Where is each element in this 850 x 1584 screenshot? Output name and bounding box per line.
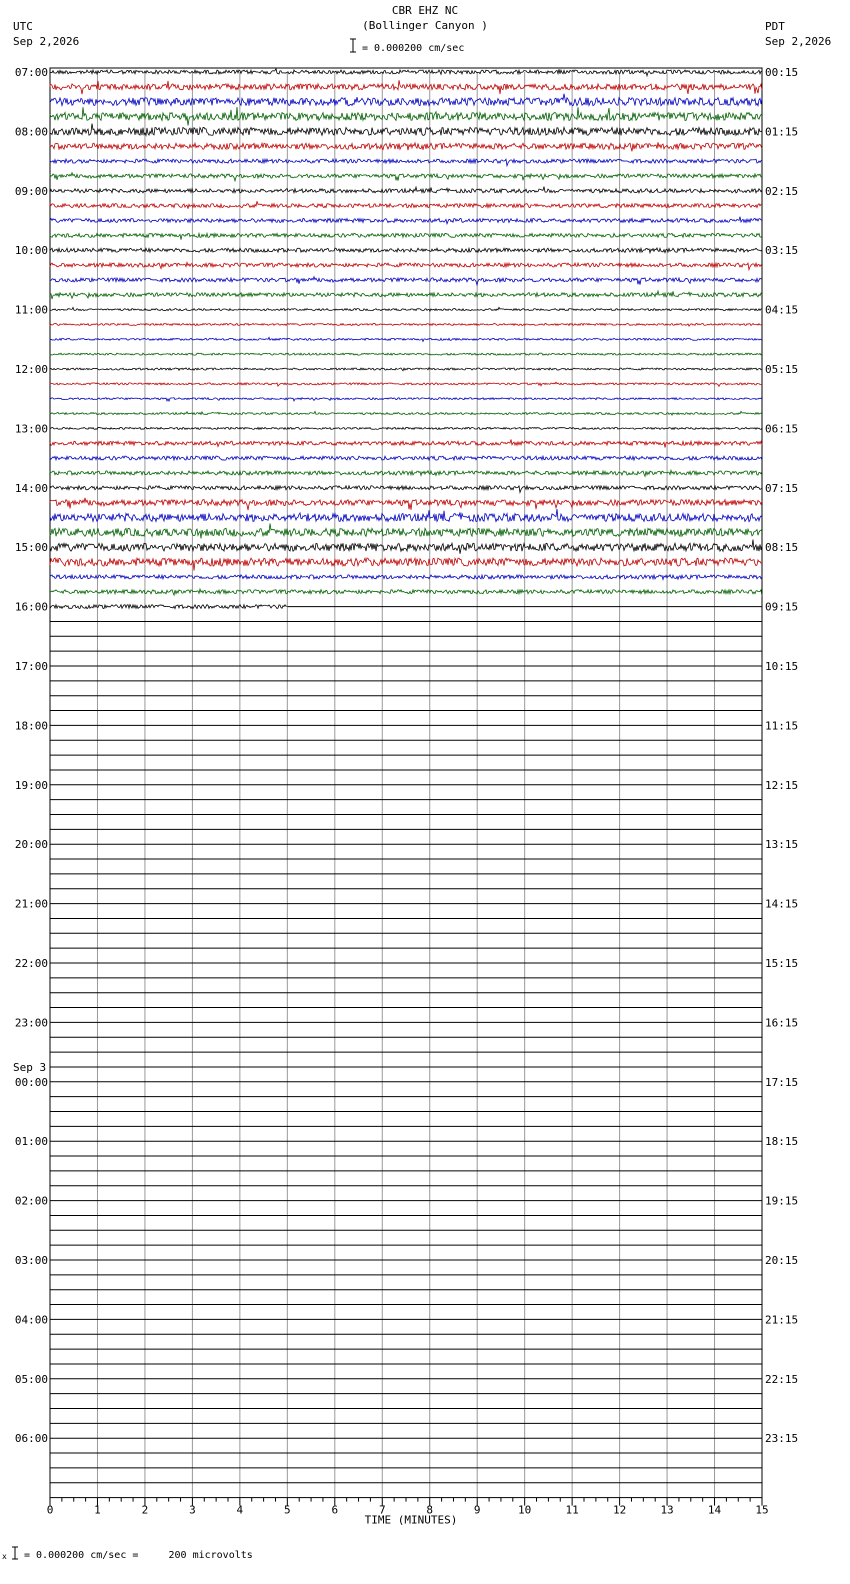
right-hour-label: 23:15: [765, 1432, 799, 1446]
right-hour-label: 15:15: [765, 957, 799, 970]
x-tick-label: 5: [284, 1503, 291, 1517]
trace-row: [50, 558, 762, 571]
svg-text:x: x: [2, 1552, 7, 1561]
right-hour-label: 22:15: [765, 1372, 799, 1386]
left-hour-label: 10:00: [14, 244, 48, 258]
trace-row: [50, 427, 762, 429]
left-timezone: UTC: [13, 20, 33, 33]
left-hour-label: 20:00: [14, 838, 48, 852]
right-hour-label: 21:15: [765, 1313, 799, 1327]
right-hour-label: 07:15: [765, 481, 799, 495]
day-change-label: Sep 3: [13, 1060, 47, 1074]
trace-row: [50, 233, 762, 239]
trace-row: [50, 248, 762, 253]
footer-scale-note: = 0.000200 cm/sec = 200 microvolts: [24, 1550, 253, 1561]
right-timezone: PDT: [765, 20, 785, 33]
trace-row: [50, 486, 762, 493]
station-location: (Bollinger Canyon ): [362, 19, 488, 32]
left-hour-label: 15:00: [14, 541, 48, 555]
right-hour-label: 11:15: [765, 719, 799, 733]
trace-row: [50, 353, 762, 355]
left-hour-label: 09:00: [14, 184, 48, 198]
scale-text: = 0.000200 cm/sec: [362, 43, 465, 54]
plot-frame: [50, 68, 762, 1498]
right-hour-label: 01:15: [765, 125, 799, 139]
right-hour-label: 00:15: [765, 66, 799, 79]
right-hour-label: 14:15: [765, 897, 799, 911]
x-axis-label: TIME (MINUTES): [364, 1513, 458, 1527]
left-hour-label: 16:00: [14, 600, 48, 614]
x-tick-label: 4: [236, 1503, 244, 1517]
x-tick-label: 12: [612, 1503, 627, 1517]
left-hour-label: 04:00: [14, 1313, 48, 1327]
left-hour-label: 13:00: [14, 422, 48, 436]
trace-row: [50, 124, 762, 136]
trace-row: [50, 575, 762, 580]
left-hour-label: 19:00: [14, 778, 48, 792]
right-hour-label: 12:15: [765, 778, 799, 792]
trace-row: [50, 323, 762, 326]
x-tick-label: 13: [660, 1503, 674, 1517]
trace-row: [50, 337, 762, 341]
right-hour-label: 19:15: [765, 1194, 799, 1208]
left-hour-label: 17:00: [14, 660, 48, 673]
left-hour-label: 11:00: [14, 303, 48, 317]
trace-row: [50, 605, 287, 609]
x-tick-label: 9: [473, 1503, 481, 1517]
x-tick-label: 1: [94, 1503, 101, 1517]
trace-row: [50, 159, 762, 166]
right-hour-label: 10:15: [765, 660, 799, 673]
trace-row: [50, 107, 762, 126]
trace-row: [50, 187, 762, 193]
x-tick-label: 3: [189, 1503, 196, 1517]
trace-row: [50, 80, 762, 94]
right-hour-label: 09:15: [765, 600, 799, 614]
right-hour-label: 05:15: [765, 363, 799, 376]
trace-row: [50, 142, 762, 151]
trace-row: [50, 470, 762, 476]
right-date: Sep 2,2026: [765, 35, 832, 48]
trace-row: [50, 456, 762, 460]
trace-row: [50, 217, 762, 224]
trace-row: [50, 439, 762, 447]
x-tick-label: 2: [141, 1503, 149, 1517]
footer-scale-icon: [2, 1545, 22, 1561]
left-hour-label: 01:00: [14, 1135, 48, 1149]
right-hour-label: 18:15: [765, 1135, 799, 1149]
trace-row: [50, 277, 762, 285]
left-hour-label: 12:00: [14, 363, 48, 376]
right-hour-label: 03:15: [765, 244, 799, 258]
left-hour-label: 06:00: [14, 1432, 48, 1446]
left-hour-label: 05:00: [14, 1372, 48, 1386]
trace-row: [50, 94, 762, 106]
left-hour-label: 21:00: [14, 897, 48, 911]
left-hour-label: 03:00: [14, 1254, 48, 1267]
trace-row: [50, 262, 762, 269]
right-hour-label: 16:15: [765, 1016, 799, 1030]
left-hour-label: 00:00: [14, 1075, 48, 1089]
x-tick-label: 11: [565, 1503, 579, 1517]
x-tick-label: 6: [331, 1503, 339, 1517]
left-hour-label: 02:00: [14, 1194, 48, 1208]
trace-row: [50, 291, 762, 299]
trace-row: [50, 382, 762, 386]
x-tick-label: 15: [755, 1503, 769, 1517]
x-tick-label: 0: [46, 1503, 54, 1517]
trace-row: [50, 589, 762, 596]
trace-row: [50, 307, 762, 311]
right-hour-label: 17:15: [765, 1075, 799, 1089]
right-hour-label: 08:15: [765, 541, 799, 555]
right-hour-label: 04:15: [765, 303, 799, 317]
x-tick-label: 8: [426, 1503, 434, 1517]
left-hour-label: 22:00: [14, 957, 48, 970]
left-hour-label: 07:00: [14, 66, 48, 79]
trace-row: [50, 411, 762, 415]
right-hour-label: 13:15: [765, 838, 799, 852]
trace-row: [50, 69, 762, 76]
trace-row: [50, 173, 762, 181]
trace-row: [50, 523, 762, 538]
trace-row: [50, 498, 762, 510]
trace-row: [50, 509, 762, 522]
station-title: CBR EHZ NC: [391, 4, 459, 17]
x-tick-label: 10: [518, 1503, 532, 1517]
trace-row: [50, 368, 762, 371]
trace-row: [50, 201, 762, 209]
left-date: Sep 2,2026: [13, 35, 80, 48]
trace-row: [50, 398, 762, 401]
left-hour-label: 23:00: [14, 1016, 48, 1030]
right-hour-label: 20:15: [765, 1254, 799, 1267]
right-hour-label: 02:15: [765, 184, 799, 198]
left-hour-label: 14:00: [14, 481, 48, 495]
trace-row: [50, 540, 762, 554]
x-tick-label: 7: [378, 1503, 386, 1517]
left-hour-label: 18:00: [14, 719, 48, 733]
x-tick-label: 14: [707, 1503, 722, 1517]
right-hour-label: 06:15: [765, 422, 799, 436]
left-hour-label: 08:00: [14, 125, 48, 139]
